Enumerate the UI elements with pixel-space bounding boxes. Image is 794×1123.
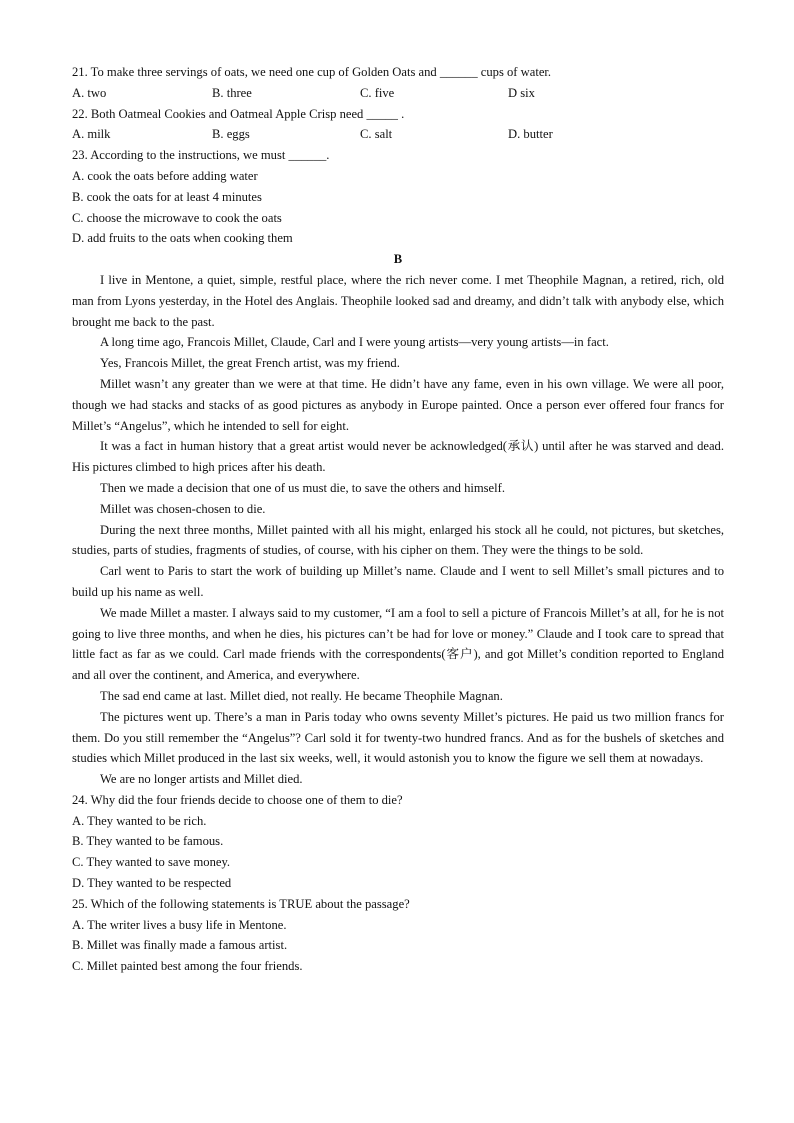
passage-paragraph: The sad end came at last. Millet died, not really. He became Theophile Magnan.	[100, 688, 503, 703]
passage-paragraph: Yes, Francois Millet, the great French artist, was my friend.	[100, 356, 400, 371]
exam-page	[72, 62, 724, 977]
passage-paragraph: The pictures went up. There’s a man in Paris today who owns seventy Millet’s pictures. He paid us two million francs for them. Do you still remember the “Angelus”? Carl sold it for twenty-two hundred francs. And as for the bushels of sketches and studies which Millet produced in the last six weeks, well, it would astonish you to know the figure we sell them at nowadays.	[72, 709, 724, 766]
option-b: B. eggs	[212, 127, 250, 142]
question-22-options	[72, 124, 724, 145]
option-c: C. salt	[360, 127, 393, 142]
question-21-stem: 21. To make three servings of oats, we need one cup of Golden Oats and ______ cups of water.	[72, 65, 552, 79]
option-b: B. Millet was finally made a famous artist.	[72, 938, 288, 953]
passage-paragraph: It was a fact in human history that a great artist would never be acknowledged(承认) until after he was starved and dead. His pictures climbed to high prices after his death.	[72, 439, 724, 475]
passage-paragraph: Carl went to Paris to start the work of building up Millet’s name. Claude and I went to sell Millet’s small pictures and to build up his name as well.	[72, 564, 724, 599]
option-a: A. They wanted to be rich.	[72, 813, 207, 828]
passage-paragraph: We made Millet a master. I always said to my customer, “I am a fool to sell a picture of Francois Millet’s at all, for he is not going to live three months, and when he dies, his pictures can’t be had for love or money.” Claude and I took care to spread that little fact as far as we could. Carl made friends with the correspondents(客户), and got Millet’s condition reported to England and all over the continent, and America, and everywhere.	[72, 605, 724, 683]
option-c: C. They wanted to save money.	[72, 855, 231, 870]
passage-paragraph: A long time ago, Francois Millet, Claude, Carl and I were young artists—very young artists—in fact.	[100, 335, 609, 350]
option-b: B. three	[212, 85, 252, 100]
option-d: D. add fruits to the oats when cooking them	[72, 231, 293, 246]
option-d: D six	[508, 85, 535, 100]
question-25-stem: 25. Which of the following statements is TRUE about the passage?	[72, 896, 410, 911]
passage-paragraph: I live in Mentone, a quiet, simple, restful place, where the rich never come. I met Theophile Magnan, a retired, rich, old man from Lyons yesterday, in the Hotel des Anglais. Theophile looked sad and dreamy, and didn’t talk with anybody else, which brought me back to the past.	[72, 272, 724, 329]
passage-paragraph: During the next three months, Millet painted with all his might, enlarged his stock all he could, not pictures, but sketches, studies, parts of studies, fragments of studies, of course, with his cipher on them. They were the things to be sold.	[72, 522, 724, 558]
section-title: B	[393, 252, 403, 267]
option-a: A. two	[72, 85, 107, 100]
passage-paragraph: Millet was chosen-chosen to die.	[100, 501, 266, 516]
question-24-stem: 24. Why did the four friends decide to choose one of them to die?	[72, 792, 403, 807]
option-d: D. They wanted to be respected	[72, 876, 232, 891]
option-c: C. five	[360, 85, 395, 100]
option-a: A. The writer lives a busy life in Mentone.	[72, 917, 287, 932]
question-23-stem: 23. According to the instructions, we must ______.	[72, 148, 330, 163]
question-22-stem: 22. Both Oatmeal Cookies and Oatmeal Apple Crisp need _____ .	[72, 106, 405, 121]
question-21-options	[72, 83, 724, 104]
option-c: C. choose the microwave to cook the oats	[72, 210, 282, 225]
passage-paragraph: Millet wasn’t any greater than we were at that time. He didn’t have any fame, even in his own village. We were all poor, though we had stacks and stacks of as good pictures as anybody in Europe painted. Once a person ever offered four francs for Millet’s “Angelus”, which he intended to sell for eight.	[72, 376, 724, 433]
option-c: C. Millet painted best among the four friends.	[72, 959, 303, 974]
passage-paragraph: We are no longer artists and Millet died.	[100, 772, 303, 787]
option-d: D. butter	[508, 127, 553, 142]
option-b: B. They wanted to be famous.	[72, 834, 224, 849]
option-b: B. cook the oats for at least 4 minutes	[72, 189, 262, 204]
option-a: A. milk	[72, 127, 111, 142]
option-a: A. cook the oats before adding water	[72, 168, 258, 183]
passage-paragraph: Then we made a decision that one of us must die, to save the others and himself.	[100, 480, 505, 495]
